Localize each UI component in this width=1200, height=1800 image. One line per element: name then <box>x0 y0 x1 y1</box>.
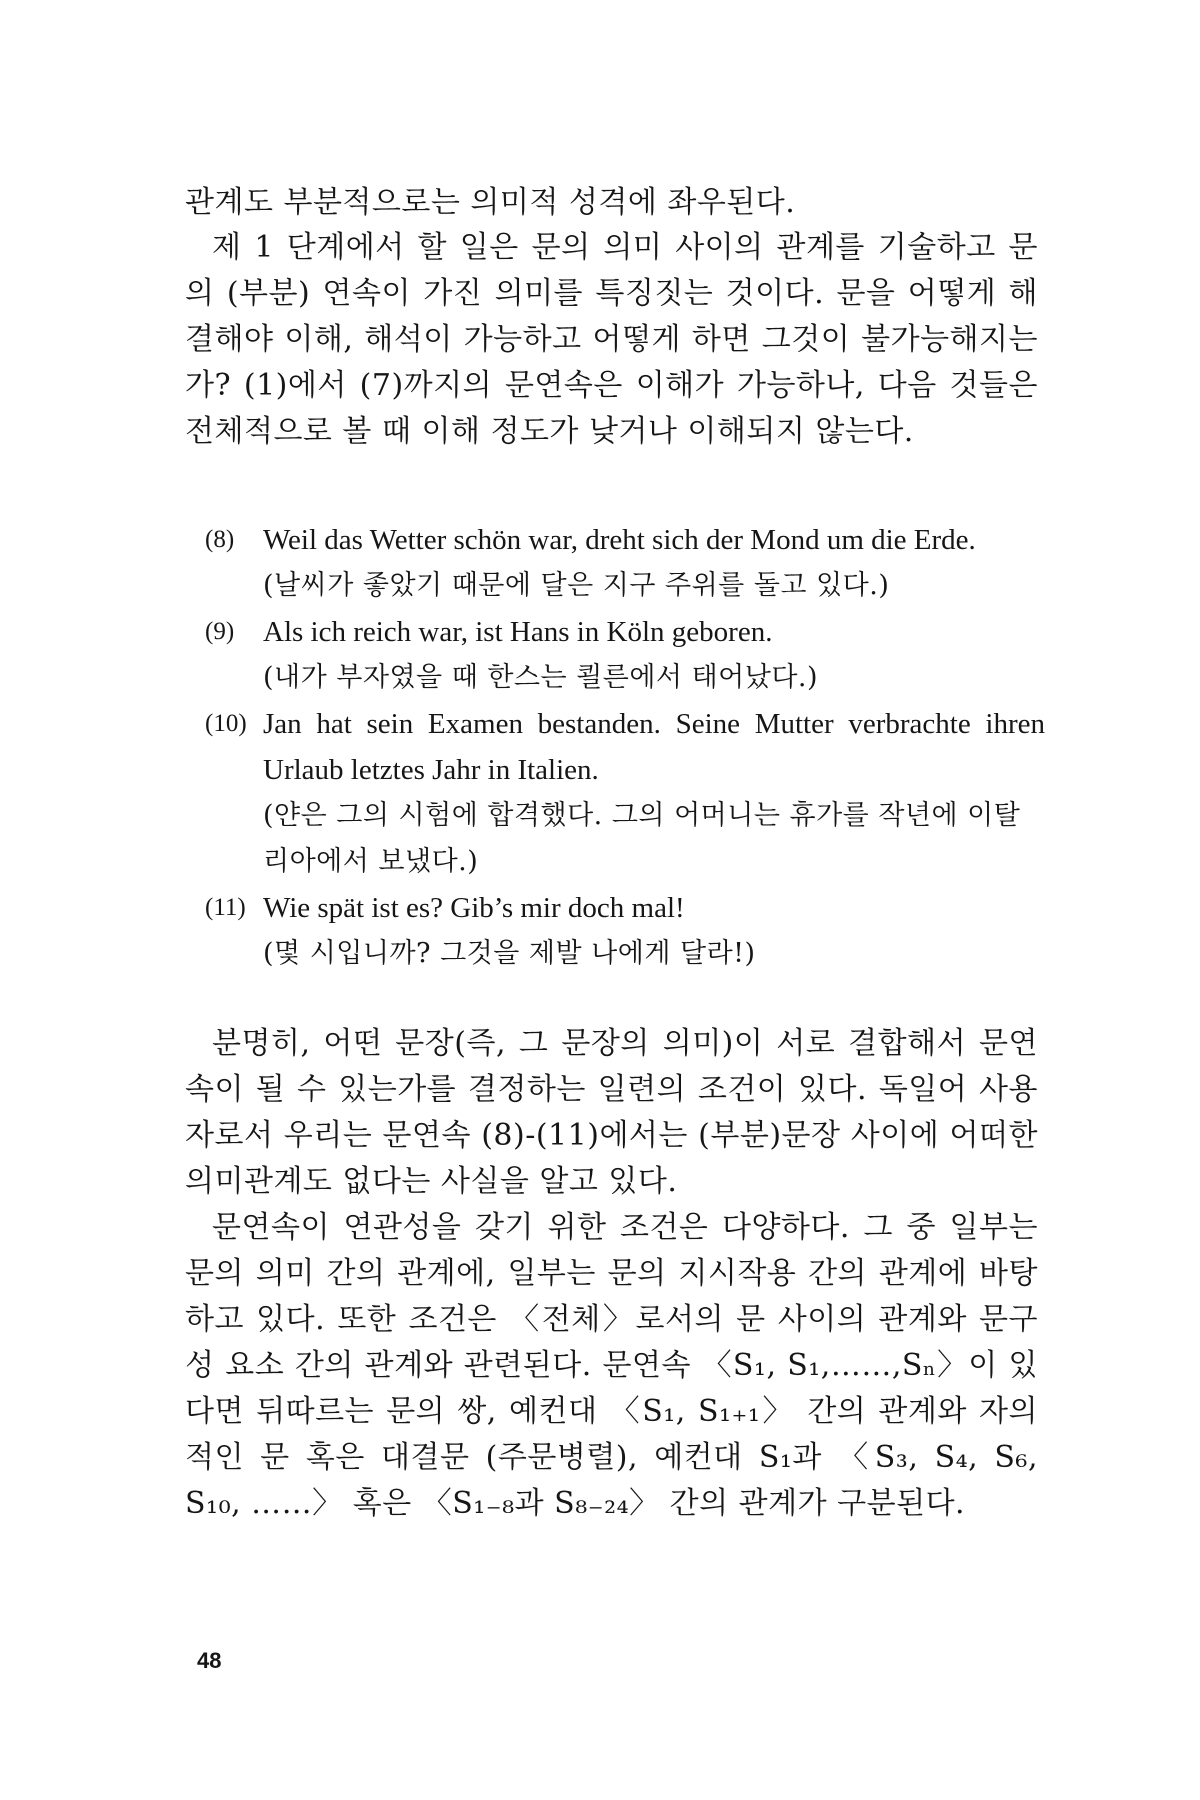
paragraph-continuation: 관계도 부분적으로는 의미적 성격에 좌우된다. <box>185 185 796 220</box>
example-number: (10) <box>205 710 247 737</box>
example-german: Als ich reich war, ist Hans in Köln geboren. <box>263 616 773 648</box>
example-list <box>205 517 1045 977</box>
example-8 <box>205 517 1045 609</box>
page-number: 48 <box>197 1648 222 1673</box>
example-number: (11) <box>205 894 246 921</box>
example-korean: (내가 부자였을 때 한스는 쾰른에서 태어났다.) <box>263 662 819 693</box>
paragraph-conditions: 분명히, 어떤 문장(즉, 그 문장의 의미)이 서로 결합해서 문연속이 될 수 있는가를 결정하는 일련의 조건이 있다. 독일어 사용자로서 우리는 문연속 (8)-(11)에서는 (부분)문장 사이에 어떠한 의미관계도 없다는 사실을 알고 있다. <box>185 1026 1038 1199</box>
example-german: Wie spät ist es? Gib’s mir doch mal! <box>263 892 685 924</box>
example-11 <box>205 885 1045 977</box>
paragraph-step-one: 제 1 단계에서 할 일은 문의 의미 사이의 관계를 기술하고 문의 (부분) 연속이 가진 의미를 특징짓는 것이다. 문을 어떻게 해결해야 이해, 해석이 가능하고 어떻게 하면 그것이 불가능해지는가? (1)에서 (7)까지의 문연속은 이해가 가능하나, 다음 것들은 전체적으로 볼 때 이해 정도가 낮거나 이해되지 않는다. <box>185 230 1038 449</box>
example-german: Jan hat sein Examen bestanden. Seine Mutter verbrachte ihren Urlaub letztes Jahr in Italien. <box>263 708 1045 786</box>
example-korean: (날씨가 좋았기 때문에 달은 지구 주위를 돌고 있다.) <box>263 570 890 601</box>
paragraph-coherence: 문연속이 연관성을 갖기 위한 조건은 다양하다. 그 중 일부는 문의 의미 간의 관계에, 일부는 문의 지시작용 간의 관계에 바탕하고 있다. 또한 조건은 〈전체〉로서의 문 사이의 관계와 문구성 요소 간의 관계와 관련된다. 문연속 〈S₁, S₁,……,Sₙ〉이 있다면 뒤따르는 문의 쌍, 예컨대 〈S₁, S₁₊₁〉 간의 관계와 자의적인 문 혹은 대결문 (주문병렬), 예컨대 S₁과 〈S₃, S₄, S₆, S₁₀, ……〉 혹은 〈S₁₋₈과 S₈₋₂₄〉 간의 관계가 구분된다. <box>185 1210 1038 1521</box>
example-number: (8) <box>205 526 235 553</box>
example-number: (9) <box>205 618 235 645</box>
example-korean: (얀은 그의 시험에 합격했다. 그의 어머니는 휴가를 작년에 이탈리아에서 보냈다.) <box>263 800 1021 877</box>
example-german: Weil das Wetter schön war, dreht sich der Mond um die Erde. <box>263 524 976 556</box>
example-korean: (몇 시입니까? 그것을 제발 나에게 달라!) <box>263 938 756 969</box>
example-9 <box>205 609 1045 701</box>
example-10 <box>205 701 1045 885</box>
